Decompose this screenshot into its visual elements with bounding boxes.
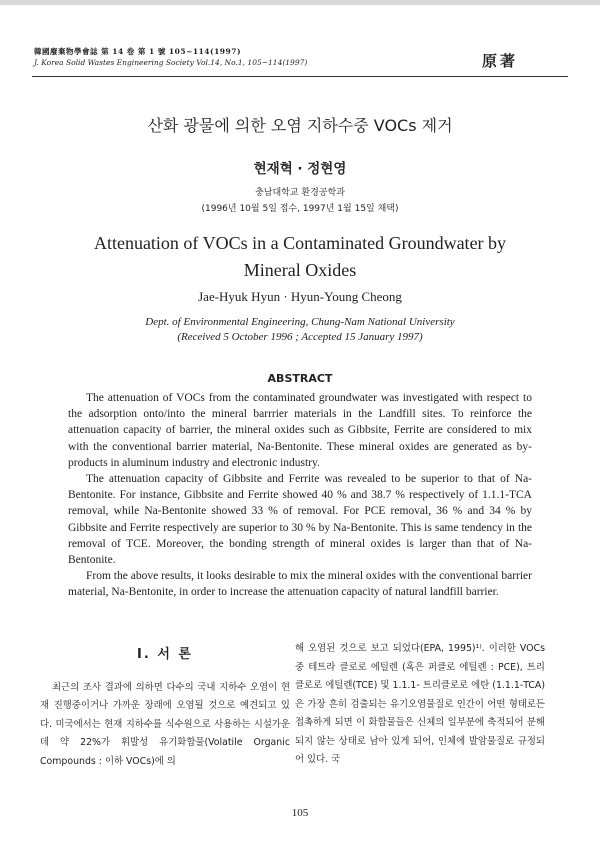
affiliation-ko: 충남대학교 환경공학과 [255, 188, 345, 198]
received-line: (Received 5 October 1996 ; Accepted 15 January 1997) [177, 331, 423, 343]
journal-header [34, 46, 307, 68]
article-type-badge: 原著 [482, 52, 519, 70]
journal-line-en: J. Korea Solid Wastes Engineering Society Vol.14, No.1, 105~114(1997) [34, 58, 308, 67]
title-en-line-1: Attenuation of VOCs in a Contaminated Groundwater by [93, 233, 507, 253]
title-en-line-2: Mineral Oxides [243, 260, 357, 280]
header-rule [32, 76, 568, 77]
title-ko: 산화 광물에 의한 오염 지하수중 VOCs 제거 [147, 116, 453, 135]
right-column [295, 640, 545, 770]
journal-line-ko: 韓國廢棄物學會誌 第 14 卷 第 1 號 105~114(1997) [34, 47, 241, 56]
abstract-body [68, 390, 532, 601]
section-heading-introduction: Ⅰ. 서 론 [137, 647, 193, 662]
right-column-text: 해 오염된 것으로 보고 되었다(EPA, 1995)¹⁾. 이러한 VOCs중 테트라 클로로 에틸렌 (혹은 퍼클로 에틸렌 : PCE), 트리 클로로 에틸렌(TCE) 및 1.1.1- 트리클로로 에탄 (1.1.1-TCA)은 가장 흔히 검출되는 유기오염물질로 인간이 어떤 형태로든 접촉하게 되면 이 화합물들은 신체의 일부분에 축적되어 분해되지 않는 상태로 남아 있게 되어, 인체에 발암물질로 규정되어 있다. 국 [295, 643, 545, 765]
dates-ko: (1996년 10월 5일 접수, 1997년 1월 15일 채택) [201, 204, 399, 214]
authors-en: Jae-Hyuk Hyun · Hyun-Young Cheong [198, 289, 402, 304]
authors-ko: 현재혁 · 정현영 [253, 161, 347, 177]
title-en [0, 230, 600, 284]
page-number: 105 [291, 807, 309, 819]
left-column [40, 640, 290, 771]
abstract-paragraph-2: The attenuation capacity of Gibbsite and Ferrite was revealed to be superior to that of Na-Bentonite. For instance, Gibbsite and Ferrite showed 40 % and 38.7 % respectively of 1.1.1-TCA removal, while Na-Bentonite showed 33 % of removal. For PCE removal, 36 % and 34 % by Gibbsite and Ferrite respectively are superior to 30 % by Na-Bentonite. This is same tendency in the removal of TCE. Moreover, the bonding strength of mineral oxides is larger than that of Na-Bentonite. [68, 473, 532, 567]
abstract-heading: ABSTRACT [267, 372, 333, 385]
department-line: Dept. of Environmental Engineering, Chung-Nam National University [145, 316, 455, 328]
left-column-text: 최근의 조사 결과에 의하면 다수의 국내 지하수 오염이 현재 진행중이거나 가까운 장래에 오염될 것으로 예견되고 있다. 미국에서는 현재 지하수를 식수원으로 사용하는 시설가운데 약 22%가 휘발성 유기화합물(Volatile Organic Compounds : 이하 VOCs)에 의 [40, 681, 290, 767]
abstract-paragraph-1: The attenuation of VOCs from the contaminated groundwater was investigated with respect to the adsorption onto/into the mineral barrrier materials in the Landfill sites. To reinforce the attenuation capacity of barrier, the mineral oxides such as Gibbsite, Ferrite are considered to mix with the conventional barrier material, Na-Bentonite. These mineral oxides are generated as by-products in aluminum industry and electronic industry. [68, 392, 532, 469]
department-en [0, 315, 600, 345]
page-top-shade [0, 0, 600, 5]
abstract-paragraph-3: From the above results, it looks desirable to mix the mineral oxides with the conventional barrier material, Na-Bentonite, in order to increase the attenuation capacity of natural landfill barrier. [68, 570, 532, 599]
